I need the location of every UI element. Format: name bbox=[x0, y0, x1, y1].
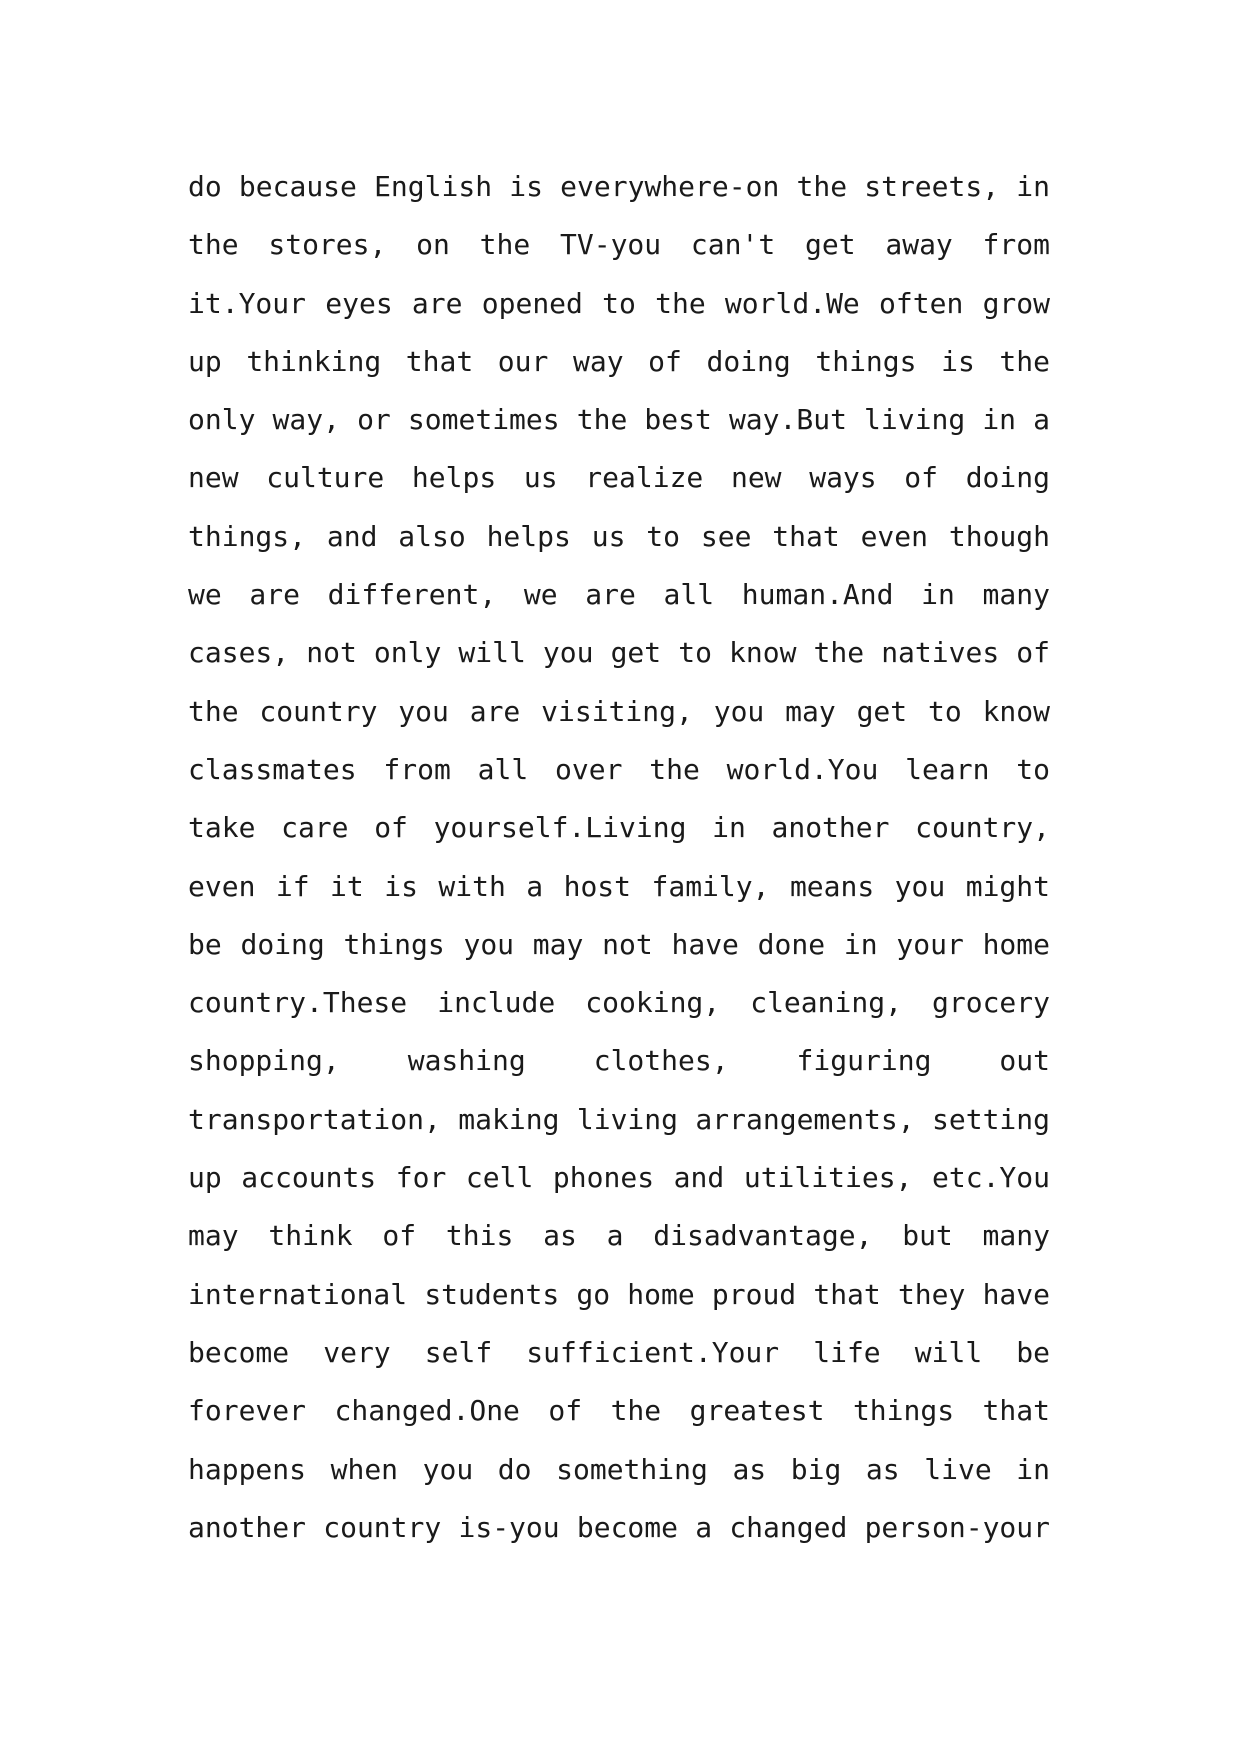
text-line: the country you are visiting, you may get to know bbox=[188, 694, 1050, 728]
text-line: forever changed.One of the greatest things that bbox=[188, 1394, 1050, 1428]
text-line: transportation, making living arrangements, setting bbox=[188, 1102, 1050, 1136]
text-line: new culture helps us realize new ways of doing bbox=[188, 461, 1050, 495]
text-line: it.Your eyes are opened to the world.We often grow bbox=[188, 286, 1050, 320]
text-line: become very self sufficient.Your life will be bbox=[188, 1335, 1050, 1369]
text-line: may think of this as a disadvantage, but many bbox=[188, 1219, 1050, 1253]
text-line: we are different, we are all human.And in many bbox=[188, 578, 1050, 612]
text-line: cases, not only will you get to know the natives of bbox=[188, 636, 1050, 670]
text-line: another country is-you become a changed person-your bbox=[188, 1510, 1050, 1544]
text-line: country.These include cooking, cleaning, grocery bbox=[188, 986, 1050, 1020]
text-line: only way, or sometimes the best way.But living in a bbox=[188, 403, 1050, 437]
text-line: up thinking that our way of doing things is the bbox=[188, 344, 1050, 378]
text-line: up accounts for cell phones and utilities, etc.You bbox=[188, 1161, 1050, 1195]
text-line: do because English is everywhere-on the streets, in bbox=[188, 170, 1050, 203]
text-line: happens when you do something as big as live in bbox=[188, 1452, 1050, 1486]
text-line: take care of yourself.Living in another country, bbox=[188, 811, 1050, 845]
text-line: classmates from all over the world.You learn to bbox=[188, 752, 1050, 786]
text-line: even if it is with a host family, means you might bbox=[188, 869, 1050, 903]
body-text bbox=[188, 158, 1050, 1557]
text-line: the stores, on the TV-you can't get away from bbox=[188, 228, 1050, 262]
text-line: international students go home proud that they have bbox=[188, 1277, 1050, 1311]
text-line: shopping, washing clothes, figuring out bbox=[188, 1044, 1050, 1078]
text-line: things, and also helps us to see that even though bbox=[188, 519, 1050, 553]
text-line: be doing things you may not have done in your home bbox=[188, 927, 1050, 961]
